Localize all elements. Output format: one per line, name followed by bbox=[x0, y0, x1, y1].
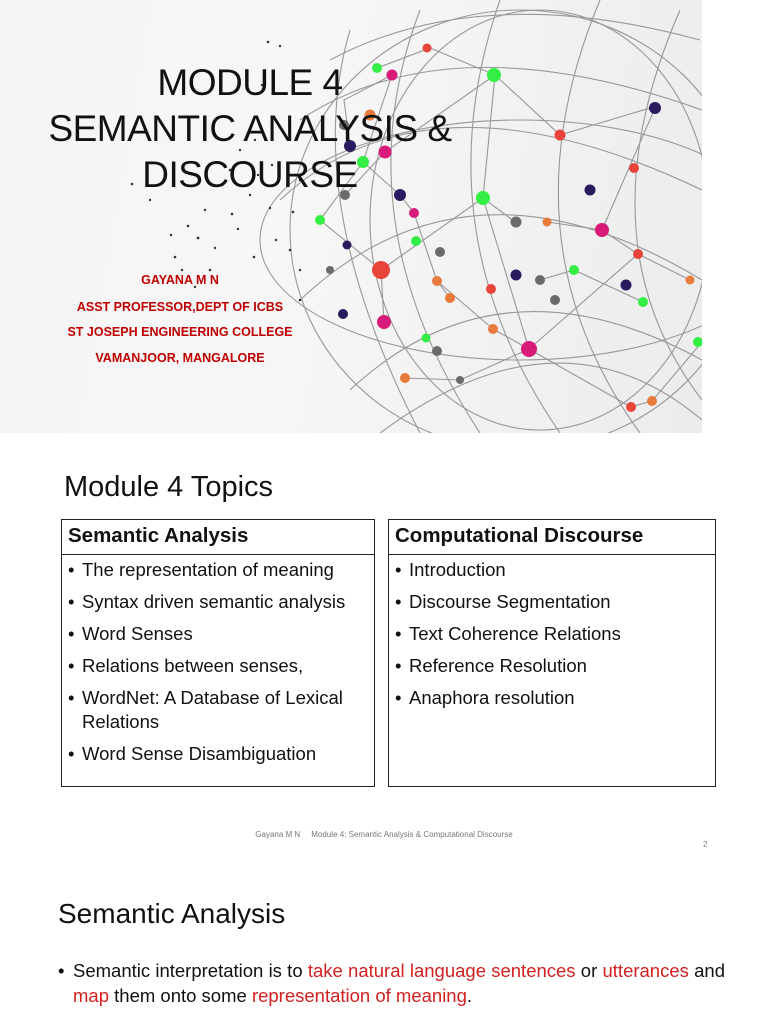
highlight-text: utterances bbox=[602, 960, 689, 981]
title-line-3: DISCOURSE bbox=[142, 154, 358, 195]
computational-discourse-title: Computational Discourse bbox=[389, 520, 715, 555]
text-segment: . bbox=[466, 985, 473, 1006]
slide-footer: Gayana M N Module 4: Semantic Analysis & Computational Discourse bbox=[255, 830, 513, 839]
semantic-analysis-box bbox=[61, 519, 375, 787]
highlight-text: take natural language sentences bbox=[307, 960, 576, 981]
semantic-interpretation-bullet bbox=[58, 958, 725, 1008]
computational-discourse-box bbox=[388, 519, 716, 787]
author-name: GAYANA M N bbox=[141, 273, 219, 287]
topics-heading: Module 4 Topics bbox=[64, 471, 274, 503]
title-line-2: SEMANTIC ANALYSIS & bbox=[48, 108, 452, 149]
list-item: • Reference Resolution bbox=[389, 654, 715, 678]
semantic-analysis-list bbox=[62, 555, 374, 766]
list-item: • The representation of meaning bbox=[62, 558, 374, 582]
text-segment: or bbox=[575, 960, 603, 981]
list-item: • Word Senses bbox=[62, 622, 374, 646]
computational-discourse-list bbox=[389, 555, 715, 710]
highlight-text: map bbox=[73, 985, 109, 1006]
text-segment: them onto some bbox=[109, 985, 252, 1006]
author-location: VAMANJOOR, MANGALORE bbox=[95, 351, 265, 365]
title-slide bbox=[0, 0, 702, 433]
list-item: • Text Coherence Relations bbox=[389, 622, 715, 646]
list-item: • WordNet: A Database of Lexical Relations bbox=[62, 686, 374, 734]
text-segment: and bbox=[688, 960, 725, 981]
topics-slide bbox=[0, 433, 768, 870]
author-designation: ASST PROFESSOR,DEPT OF ICBS bbox=[76, 300, 284, 314]
highlight-text: representation of meaning bbox=[251, 985, 467, 1006]
list-item: • Introduction bbox=[389, 558, 715, 582]
list-item: • Word Sense Disambiguation bbox=[62, 742, 374, 766]
semantic-analysis-title: Semantic Analysis bbox=[62, 520, 374, 555]
list-item: • Discourse Segmentation bbox=[389, 590, 715, 614]
list-item: • Syntax driven semantic analysis bbox=[62, 590, 374, 614]
title-line-1: MODULE 4 bbox=[157, 62, 343, 103]
text-segment: Semantic interpretation is to bbox=[73, 960, 308, 981]
list-item: • Relations between senses, bbox=[62, 654, 374, 678]
page-number: 2 bbox=[703, 840, 708, 849]
semantic-analysis-heading: Semantic Analysis bbox=[58, 898, 286, 929]
semantic-analysis-slide bbox=[0, 870, 768, 1024]
author-college: ST JOSEPH ENGINEERING COLLEGE bbox=[67, 325, 293, 339]
list-item: • Anaphora resolution bbox=[389, 686, 715, 710]
